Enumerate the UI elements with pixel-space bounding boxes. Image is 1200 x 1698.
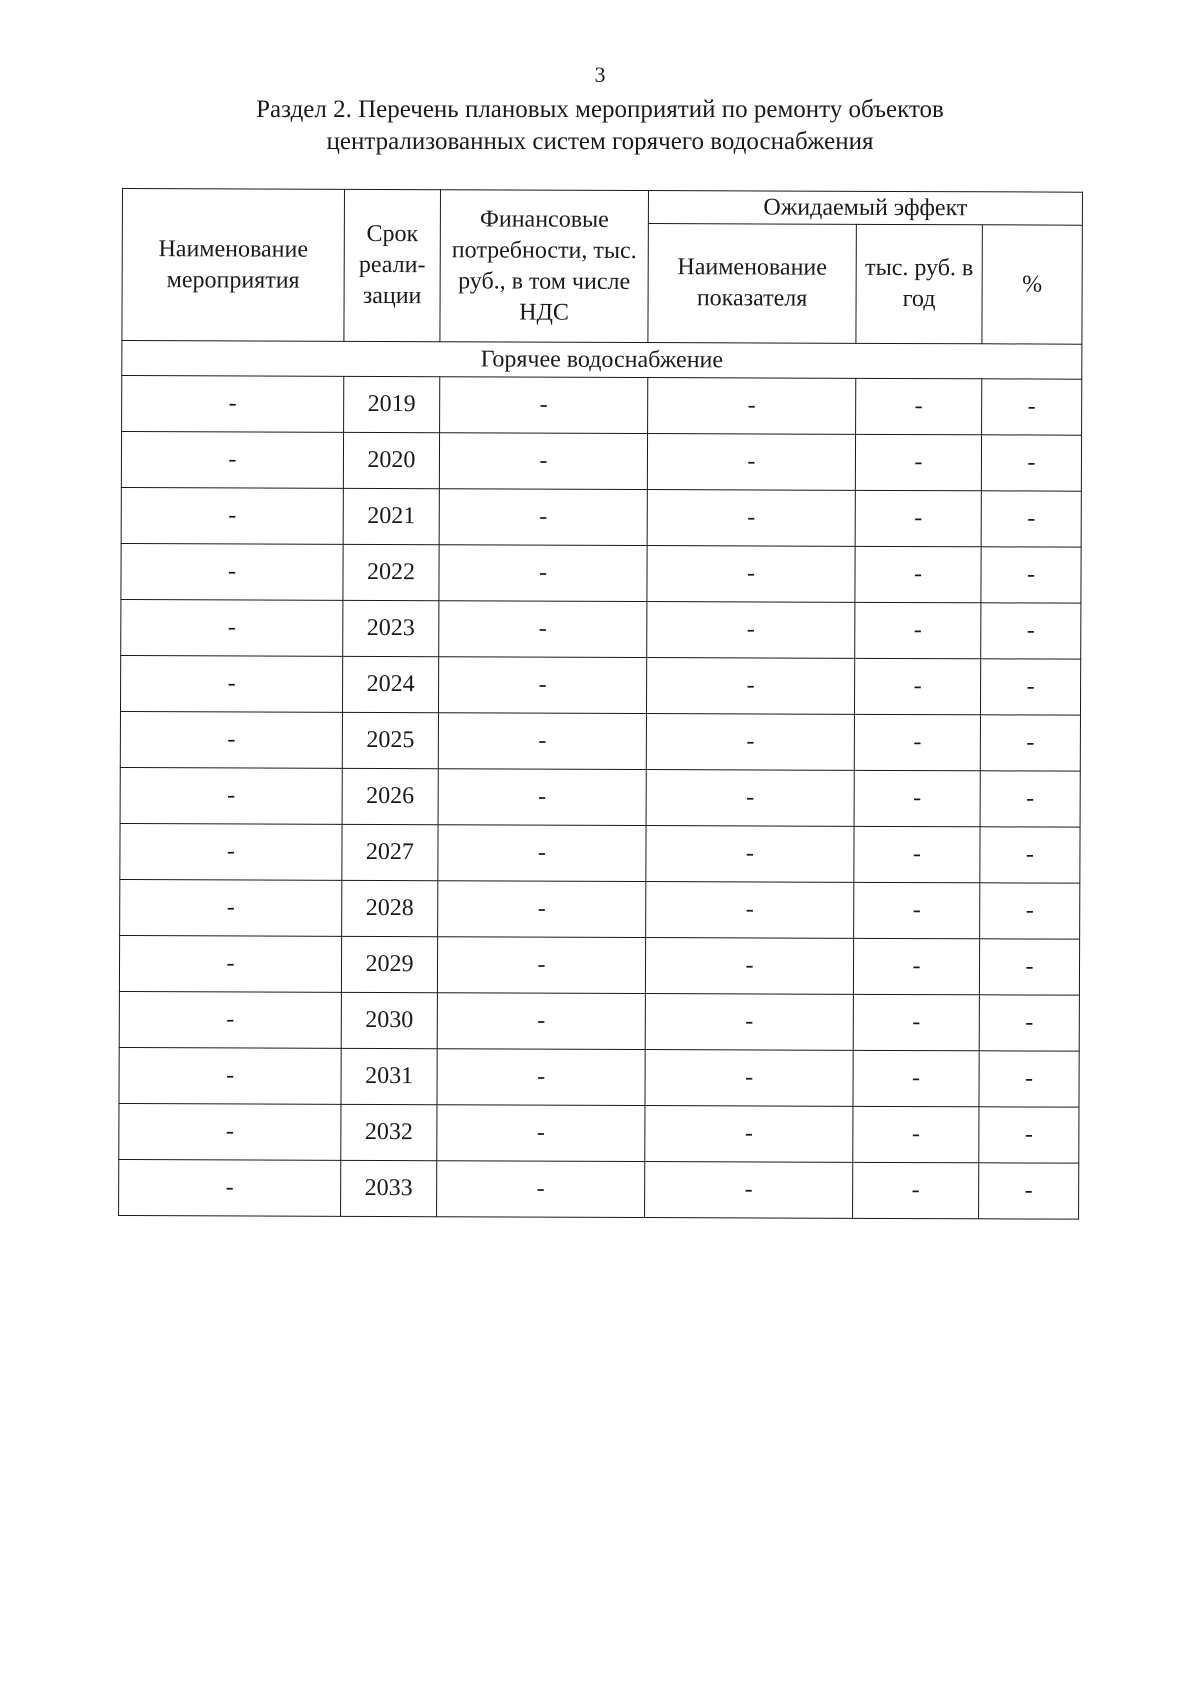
cell-percent: - — [981, 435, 1081, 491]
cell-event-name: - — [121, 487, 343, 544]
section-title-line-1: Раздел 2. Перечень плановых мероприятий по ремонту объектов — [256, 96, 944, 123]
cell-percent: - — [979, 1163, 1079, 1219]
cell-finance: - — [439, 601, 647, 658]
cell-year: 2024 — [342, 656, 438, 712]
table-row — [119, 1159, 1079, 1219]
cell-rub-per-year: - — [854, 770, 980, 826]
cell-year: 2031 — [341, 1048, 437, 1104]
cell-rub-per-year: - — [855, 602, 981, 658]
header-term: Срок реали-зации — [344, 189, 441, 341]
table-row — [120, 655, 1080, 715]
cell-rub-per-year: - — [854, 658, 980, 714]
cell-percent: - — [980, 715, 1080, 771]
cell-event-name: - — [119, 991, 341, 1048]
cell-year: 2023 — [343, 600, 439, 656]
cell-rub-per-year: - — [855, 546, 981, 602]
cell-indicator-name: - — [645, 938, 853, 995]
cell-indicator-name: - — [645, 994, 853, 1051]
cell-percent: - — [981, 491, 1081, 547]
cell-indicator-name: - — [646, 770, 854, 827]
table-row — [119, 991, 1079, 1051]
cell-rub-per-year: - — [854, 826, 980, 882]
cell-indicator-name: - — [647, 434, 855, 491]
table-row — [121, 543, 1081, 603]
cell-finance: - — [437, 937, 645, 994]
cell-percent: - — [980, 771, 1080, 827]
cell-rub-per-year: - — [853, 994, 979, 1050]
cell-event-name: - — [119, 935, 341, 992]
table-row — [121, 487, 1081, 547]
cell-event-name: - — [120, 655, 342, 712]
cell-event-name: - — [120, 879, 342, 936]
cell-rub-per-year: - — [855, 490, 981, 546]
cell-indicator-name: - — [647, 490, 855, 547]
cell-year: 2022 — [343, 544, 439, 600]
cell-finance: - — [437, 1161, 645, 1218]
cell-finance: - — [439, 545, 647, 602]
cell-percent: - — [979, 1051, 1079, 1107]
cell-percent: - — [979, 995, 1079, 1051]
cell-rub-per-year: - — [853, 1162, 979, 1218]
cell-event-name: - — [120, 823, 342, 880]
table-row — [119, 1103, 1079, 1163]
header-finance: Финансовые потребности, тыс. руб., в том числе НДС — [440, 190, 649, 343]
table-row — [121, 432, 1081, 492]
cell-finance: - — [437, 1049, 645, 1106]
cell-event-name: - — [121, 599, 343, 656]
cell-percent: - — [980, 883, 1080, 939]
cell-percent: - — [981, 603, 1081, 659]
cell-year: 2027 — [342, 824, 438, 880]
header-expected-effect: Ожидаемый эффект — [648, 191, 1082, 226]
cell-indicator-name: - — [646, 658, 854, 715]
cell-indicator-name: - — [647, 602, 855, 659]
cell-year: 2020 — [343, 432, 439, 488]
cell-finance: - — [437, 1105, 645, 1162]
cell-rub-per-year: - — [853, 1106, 979, 1162]
cell-percent: - — [979, 1107, 1079, 1163]
cell-year: 2032 — [341, 1104, 437, 1160]
cell-indicator-name: - — [648, 378, 856, 435]
cell-year: 2030 — [341, 992, 437, 1048]
page-number: 3 — [594, 62, 606, 87]
table-row — [121, 599, 1081, 659]
cell-event-name: - — [119, 1103, 341, 1160]
cell-percent: - — [981, 547, 1081, 603]
cell-finance: - — [440, 377, 648, 434]
cell-rub-per-year: - — [853, 1050, 979, 1106]
header-indicator-name: Наименование показателя — [648, 224, 856, 344]
table-row — [120, 767, 1080, 827]
section-label: Горячее водоснабжение — [122, 341, 1082, 380]
cell-event-name: - — [121, 432, 343, 489]
section-title-line-2: централизованных систем горячего водоснабжения — [326, 128, 874, 155]
cell-year: 2019 — [344, 376, 440, 432]
cell-indicator-name: - — [646, 714, 854, 771]
section-title — [0, 94, 1200, 158]
cell-finance: - — [438, 825, 646, 882]
cell-indicator-name: - — [645, 1050, 853, 1107]
cell-percent: - — [980, 659, 1080, 715]
cell-indicator-name: - — [647, 546, 855, 603]
cell-rub-per-year: - — [856, 378, 982, 434]
cell-finance: - — [439, 433, 647, 490]
plan-table — [118, 188, 1083, 1220]
cell-rub-per-year: - — [855, 434, 981, 490]
table-row — [122, 376, 1082, 436]
cell-rub-per-year: - — [853, 938, 979, 994]
cell-finance: - — [438, 881, 646, 938]
cell-event-name: - — [121, 543, 343, 600]
cell-year: 2025 — [342, 712, 438, 768]
cell-rub-per-year: - — [854, 714, 980, 770]
cell-event-name: - — [120, 711, 342, 768]
cell-year: 2029 — [341, 936, 437, 992]
cell-finance: - — [438, 713, 646, 770]
cell-rub-per-year: - — [854, 882, 980, 938]
cell-year: 2021 — [343, 488, 439, 544]
header-percent: % — [982, 225, 1082, 344]
table-row — [120, 879, 1080, 939]
cell-year: 2033 — [341, 1160, 437, 1216]
table-row — [120, 711, 1080, 771]
cell-finance: - — [438, 657, 646, 714]
cell-percent: - — [982, 379, 1082, 435]
cell-percent: - — [980, 827, 1080, 883]
table-row — [119, 935, 1079, 995]
cell-finance: - — [438, 769, 646, 826]
cell-year: 2028 — [342, 880, 438, 936]
cell-indicator-name: - — [646, 882, 854, 939]
table-row — [120, 823, 1080, 883]
header-rub-per-year: тыс. руб. в год — [856, 224, 982, 343]
cell-indicator-name: - — [645, 1106, 853, 1163]
cell-event-name: - — [122, 376, 344, 433]
cell-event-name: - — [120, 767, 342, 824]
cell-year: 2026 — [342, 768, 438, 824]
section-row — [122, 341, 1082, 380]
header-event-name: Наименование мероприятия — [122, 189, 345, 342]
cell-indicator-name: - — [645, 1162, 853, 1219]
table-row — [119, 1047, 1079, 1107]
cell-finance: - — [437, 993, 645, 1050]
cell-event-name: - — [119, 1159, 341, 1216]
cell-finance: - — [439, 489, 647, 546]
cell-indicator-name: - — [646, 826, 854, 883]
cell-event-name: - — [119, 1047, 341, 1104]
table-header-row — [122, 189, 1082, 226]
cell-percent: - — [979, 939, 1079, 995]
